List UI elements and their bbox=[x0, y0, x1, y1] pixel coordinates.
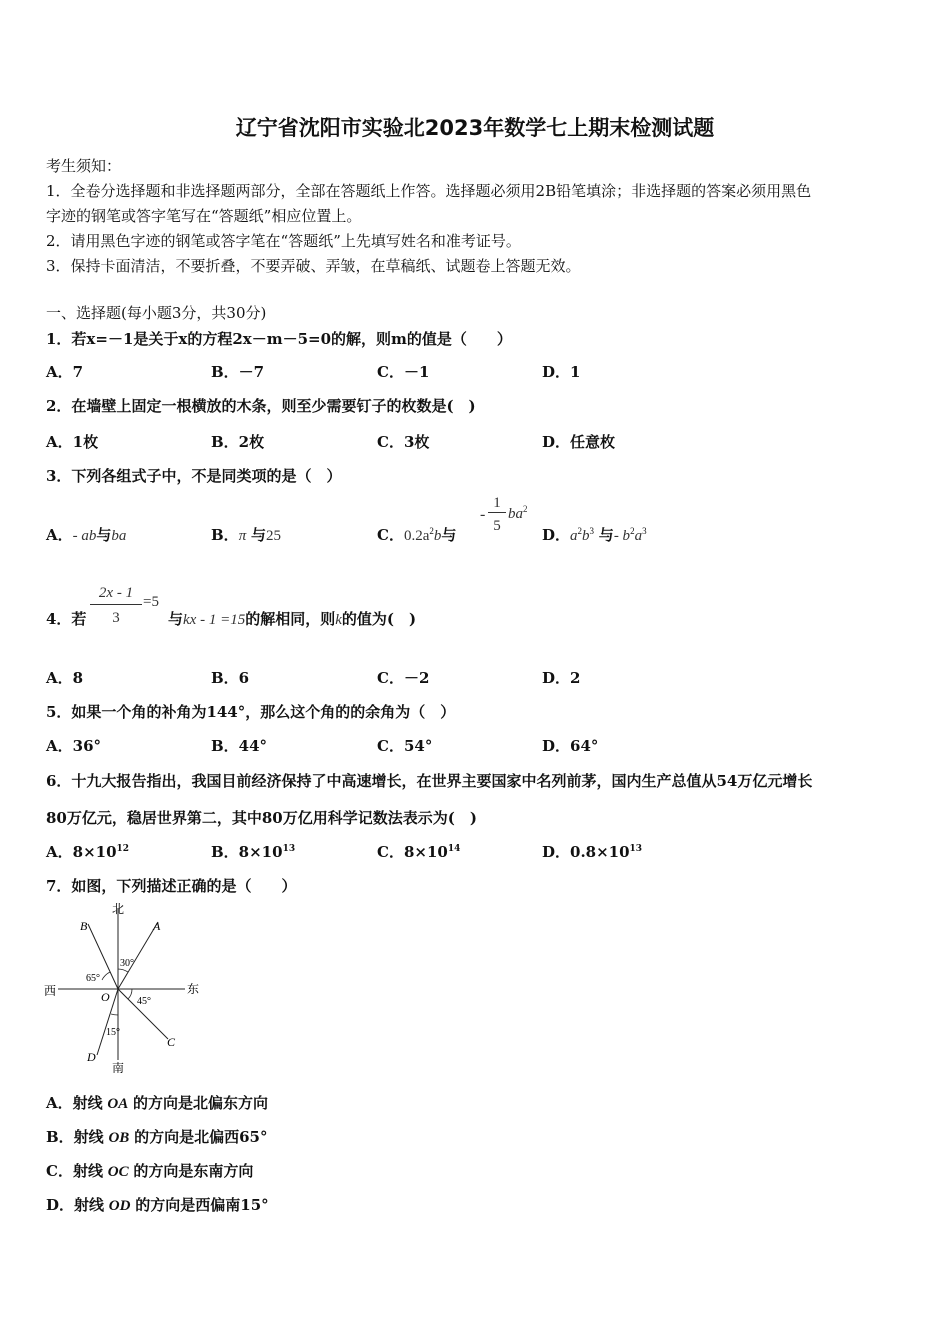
question-6-option-d: D．$0.8\times 10^{13}$ bbox=[542, 843, 643, 861]
question-6-option-c: C．$8\times 10^{14}$ bbox=[377, 843, 461, 861]
question-1-option-b: B．－7 bbox=[211, 363, 265, 381]
question-4-option-b: B．6 bbox=[211, 669, 250, 687]
label-c: C bbox=[167, 1035, 176, 1049]
question-3-c-minus: - bbox=[480, 506, 486, 523]
label-west: 西 bbox=[44, 984, 57, 998]
label-o: O bbox=[101, 990, 110, 1004]
label-east: 东 bbox=[187, 982, 200, 996]
section-heading: 一、选择题(每小题3分，共30分) bbox=[46, 304, 267, 322]
question-4-equals: =5 bbox=[143, 594, 159, 610]
label-a: A bbox=[153, 919, 161, 933]
question-3-c-numerator: 1 bbox=[488, 494, 506, 513]
notice-item-3: 3．保持卡面清洁，不要折叠，不要弄破、弄皱，在草稿纸、试题卷上答题无效。 bbox=[46, 257, 581, 275]
label-angle-30: 30° bbox=[120, 958, 134, 969]
question-5-stem: 5．如果一个角的补角为144°，那么这个角的的余角为（ ） bbox=[46, 703, 456, 721]
question-7-option-a: A．射线 OA 的方向是北偏东方向 bbox=[46, 1094, 269, 1112]
question-4-rest: 与kx - 1 =15的解相同，则k的值为( ) bbox=[168, 610, 417, 628]
question-2-stem: 2．在墙壁上固定一根横放的木条，则至少需要钉子的枚数是( ) bbox=[46, 397, 476, 415]
notice-heading: 考生须知： bbox=[46, 157, 122, 175]
question-7-option-c: C．射线 OC 的方向是东南方向 bbox=[46, 1162, 254, 1180]
question-4-option-a: A．8 bbox=[46, 669, 84, 687]
question-1-stem: 1．若x=－1是关于x的方程2x－m－5=0的解，则m的值是（ ） bbox=[46, 330, 512, 348]
question-6-stem-line-2: 80万亿元，稳居世界第二，其中80万亿用科学记数法表示为( ) bbox=[46, 809, 477, 827]
question-3-c-denominator: 5 bbox=[493, 518, 501, 534]
notice-item-2: 2．请用黑色字迹的钢笔或答字笔在“答题纸”上先填写姓名和准考证号。 bbox=[46, 232, 521, 250]
label-b: B bbox=[80, 919, 88, 933]
question-2-option-d: D．任意枚 bbox=[542, 433, 616, 451]
question-5-option-c: C．54° bbox=[377, 737, 433, 755]
question-7-option-d: D．射线 OD 的方向是西偏南15° bbox=[46, 1196, 269, 1214]
question-7-stem: 7．如图，下列描述正确的是（ ） bbox=[46, 877, 297, 895]
direction-figure bbox=[40, 900, 210, 1080]
question-1-option-d: D．1 bbox=[542, 363, 581, 381]
question-3-option-a: A．- ab与ba bbox=[46, 526, 127, 544]
label-angle-45: 45° bbox=[137, 996, 151, 1007]
question-1-option-c: C．－1 bbox=[377, 363, 430, 381]
arc-65 bbox=[102, 972, 110, 980]
ray-oa bbox=[118, 922, 158, 989]
arc-45 bbox=[128, 989, 132, 999]
question-4-numerator: 2x - 1 bbox=[90, 582, 142, 605]
arc-30 bbox=[118, 969, 128, 972]
question-5-option-d: D．64° bbox=[542, 737, 599, 755]
question-5-option-b: B．44° bbox=[211, 737, 268, 755]
label-d: D bbox=[87, 1050, 96, 1064]
label-angle-15: 15° bbox=[106, 1027, 120, 1038]
question-3-option-b: B．π 与25 bbox=[211, 526, 281, 544]
question-2-option-c: C．3枚 bbox=[377, 433, 430, 451]
question-7-option-b: B．射线 OB 的方向是北偏西65° bbox=[46, 1128, 268, 1146]
notice-item-1-line-2: 字迹的钢笔或答字笔写在“答题纸”相应位置上。 bbox=[46, 207, 362, 225]
question-6-option-b: B．$8\times 10^{13}$ bbox=[211, 843, 296, 861]
question-1-option-a: A．7 bbox=[46, 363, 84, 381]
question-3-option-c: C．$0.2a^2b$与 bbox=[377, 526, 457, 544]
question-3-stem: 3．下列各组式子中，不是同类项的是（ ） bbox=[46, 467, 342, 485]
question-2-option-b: B．2枚 bbox=[211, 433, 265, 451]
question-5-option-a: A．36° bbox=[46, 737, 102, 755]
question-4-option-c: C．－2 bbox=[377, 669, 430, 687]
label-south: 南 bbox=[112, 1061, 125, 1075]
label-north: 北 bbox=[112, 902, 125, 916]
page-title: 辽宁省沈阳市实验北2023年数学七上期末检测试题 bbox=[235, 116, 715, 140]
question-4-option-d: D．2 bbox=[542, 669, 581, 687]
label-angle-65: 65° bbox=[86, 973, 100, 984]
question-6-stem-line-1: 6．十九大报告指出，我国目前经济保持了中高速增长，在世界主要国家中名列前茅，国内生产总值从54万亿元增长 bbox=[46, 772, 813, 790]
question-2-option-a: A．1枚 bbox=[46, 433, 99, 451]
question-6-option-a: A．$8\times 10^{12}$ bbox=[46, 843, 130, 861]
notice-item-1-line-1: 1．全卷分选择题和非选择题两部分，全部在答题纸上作答。选择题必须用2B铅笔填涂；非选择题的答案必须用黑色 bbox=[46, 182, 812, 200]
arc-15 bbox=[111, 1014, 118, 1015]
question-3-c-expr2: $ba^2$ bbox=[508, 504, 528, 522]
question-4-denominator: 3 bbox=[112, 610, 120, 626]
question-4-prefix: 4．若 bbox=[46, 610, 87, 628]
question-3-option-d: D．$a^2b^3$ 与- $b^2a^3$ bbox=[542, 526, 647, 544]
